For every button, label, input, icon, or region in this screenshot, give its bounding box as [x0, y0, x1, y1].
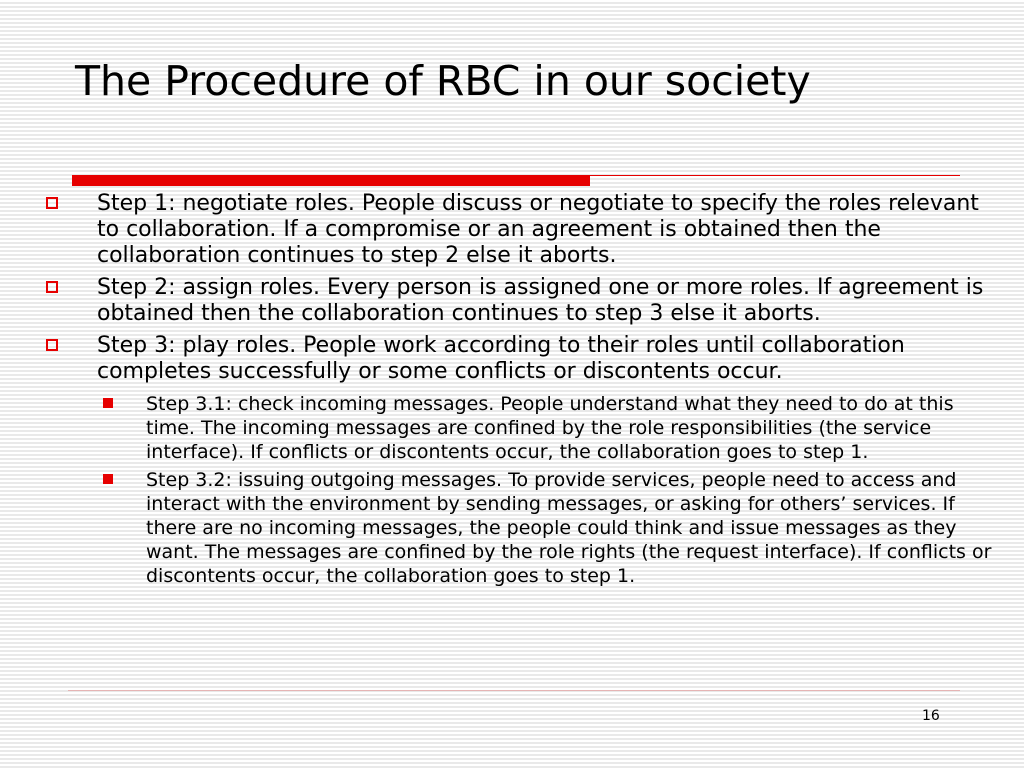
- footer-divider: [68, 690, 960, 691]
- slide-content: [44, 191, 992, 594]
- step-3-2-item: [97, 468, 992, 588]
- title-underline-thin: [590, 175, 960, 176]
- step-1-text: Step 1: negotiate roles. People discuss or negotiate to specify the roles relevant to collaboration. If a compromise or an agreement is obtained then the collaboration continues to step 2 else it aborts.: [97, 191, 979, 268]
- step-2-item: [44, 275, 992, 327]
- step-2-text: Step 2: assign roles. Every person is assigned one or more roles. If agreement is obtained then the collaboration continues to step 3 else it aborts.: [97, 275, 984, 326]
- step-3-text: Step 3: play roles. People work according to their roles until collaboration completes successfully or some conflicts or discontents occur.: [97, 333, 905, 384]
- step-3-1-text: Step 3.1: check incoming messages. People understand what they need to do at this time. The incoming messages are confined by the role responsibilities (the service interface). If conflicts or discontents occur, the collaboration goes to step 1.: [146, 393, 954, 463]
- step-3-2-text: Step 3.2: issuing outgoing messages. To provide services, people need to access and interact with the environment by sending messages, or asking for others’ services. If there are no incoming messages, the people could think and issue messages as they want. The messages are confined by the role rights (the request interface). If conflicts or discontents occur, the collaboration goes to step 1.: [146, 469, 992, 587]
- step-1-item: [44, 191, 992, 269]
- hollow-square-icon: [46, 339, 58, 351]
- hollow-square-icon: [46, 281, 58, 293]
- hollow-square-icon: [46, 197, 58, 209]
- step-3-substeps: [97, 392, 992, 588]
- filled-square-icon: [103, 474, 113, 484]
- slide-number: 16: [922, 708, 940, 724]
- slide-title: The Procedure of RBC in our society: [75, 57, 811, 105]
- step-3-item: [44, 333, 992, 588]
- filled-square-icon: [103, 398, 113, 408]
- step-3-1-item: [97, 392, 992, 464]
- title-underline-thick: [72, 175, 590, 186]
